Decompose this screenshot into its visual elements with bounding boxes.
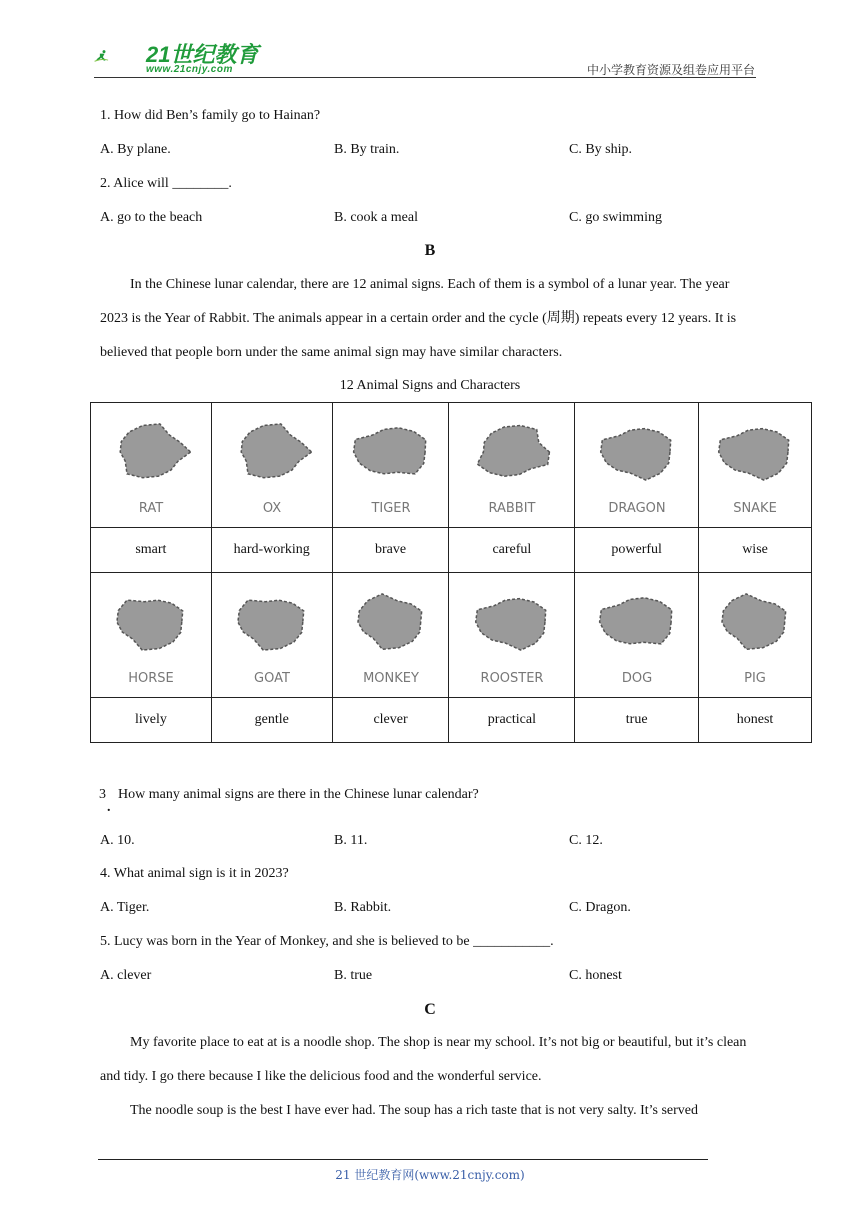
section-c-paragraph-2: The noodle soup is the best I have ever had. The soup has a rich taste that is not very salty. It’s served: [130, 1103, 699, 1118]
question-4: 4. What animal sign is it in 2023?: [100, 866, 289, 881]
pig-icon: [705, 580, 805, 690]
animal-image-cell: [211, 573, 332, 698]
q4-option-c: C. Dragon.: [569, 900, 631, 915]
snake-icon: [705, 410, 805, 520]
logo-text: 21世纪教育: [146, 42, 259, 67]
monkey-icon: [341, 580, 441, 690]
animal-label: DRAGON: [608, 501, 666, 516]
logo-runner-icon: [94, 34, 144, 78]
animal-label: OX: [262, 501, 281, 516]
platform-title: 中小学教育资源及组卷应用平台: [586, 63, 755, 77]
animal-image-cell: [449, 573, 575, 698]
question-5: 5. Lucy was born in the Year of Monkey, and she is believed to be ___________.: [100, 934, 554, 949]
trait-cell: honest: [699, 698, 812, 743]
rooster-icon: [462, 580, 562, 690]
trait-cell: practical: [449, 698, 575, 743]
trait-cell: wise: [699, 528, 812, 573]
section-c-label: C: [424, 1001, 436, 1018]
rabbit-icon: [462, 410, 562, 520]
tiger-icon: [341, 410, 441, 520]
trait-cell: true: [575, 698, 699, 743]
animal-image-cell: [91, 573, 212, 698]
question-3-number: 3: [99, 787, 106, 802]
trait-cell: powerful: [575, 528, 699, 573]
section-c-passage: [100, 1026, 760, 1128]
animal-image-cell: [575, 403, 699, 528]
animal-image-cell: [575, 573, 699, 698]
dog-icon: [587, 580, 687, 690]
trait-cell: brave: [332, 528, 449, 573]
q1-option-a: A. By plane.: [100, 142, 171, 157]
animal-label: HORSE: [128, 671, 174, 686]
animal-signs-table: [90, 402, 812, 743]
trait-cell: smart: [91, 528, 212, 573]
q5-option-c: C. honest: [569, 968, 622, 983]
question-3-dot: .: [107, 800, 111, 815]
question-1: 1. How did Ben’s family go to Hainan?: [100, 108, 321, 123]
question-2: 2. Alice will ________.: [100, 176, 232, 191]
section-b-paragraph: In the Chinese lunar calendar, there are 12 animal signs. Each of them is a symbol of a lunar year. The year 2023 is the Year of Rabbit. The animals appear in a certain order and the cycle (周期) repeats every 12 years. It is believed that people born under the same animal sign may have similar characters.: [100, 277, 737, 360]
animal-label: ROOSTER: [480, 671, 544, 686]
q2-option-b: B. cook a meal: [334, 210, 418, 225]
question-3: How many animal signs are there in the Chinese lunar calendar?: [118, 787, 479, 802]
trait-cell: gentle: [211, 698, 332, 743]
animal-label: TIGER: [370, 501, 411, 516]
rat-icon: [101, 410, 201, 520]
animal-image-cell: [91, 403, 212, 528]
q4-option-a: A. Tiger.: [100, 900, 150, 915]
animal-label: PIG: [744, 671, 766, 686]
q2-option-a: A. go to the beach: [100, 210, 203, 225]
ox-icon: [222, 410, 322, 520]
trait-cell: hard-working: [211, 528, 332, 573]
header-divider: [94, 77, 756, 78]
animal-label: RABBIT: [488, 501, 536, 516]
animal-label: GOAT: [253, 671, 290, 686]
trait-cell: lively: [91, 698, 212, 743]
q3-option-b: B. 11.: [334, 833, 368, 848]
q1-option-c: C. By ship.: [569, 142, 633, 157]
section-b-label: B: [424, 242, 436, 259]
trait-cell: careful: [449, 528, 575, 573]
footer-divider: [98, 1159, 708, 1160]
table-caption: 12 Animal Signs and Characters: [339, 378, 521, 393]
animal-image-cell: [211, 403, 332, 528]
animal-image-cell: [699, 573, 812, 698]
q3-option-c: C. 12.: [569, 833, 603, 848]
section-b-passage: [100, 268, 760, 370]
section-c-paragraph-1: My favorite place to eat at is a noodle shop. The shop is near my school. It’s not big or beautiful, but it’s clean and tidy. I go there because I like the delicious food and the wonderful service.: [100, 1035, 747, 1084]
animal-image-cell: [332, 573, 449, 698]
q1-option-b: B. By train.: [334, 142, 400, 157]
animal-label: MONKEY: [362, 671, 419, 686]
dragon-icon: [587, 410, 687, 520]
animal-image-cell: [699, 403, 812, 528]
animal-label: RAT: [138, 501, 164, 516]
q2-option-c: C. go swimming: [569, 210, 662, 225]
trait-cell: clever: [332, 698, 449, 743]
animal-label: DOG: [621, 671, 652, 686]
q5-option-b: B. true: [334, 968, 373, 983]
footer-text: 21 世纪教育网(www.21cnjy.com): [335, 1168, 525, 1182]
animal-label: SNAKE: [733, 501, 777, 516]
q4-option-b: B. Rabbit.: [334, 900, 392, 915]
q3-option-a: A. 10.: [100, 833, 135, 848]
logo-url: www.21cnjy.com: [146, 64, 233, 75]
animal-image-cell: [449, 403, 575, 528]
animal-image-cell: [332, 403, 449, 528]
q5-option-a: A. clever: [100, 968, 152, 983]
goat-icon: [222, 580, 322, 690]
horse-icon: [101, 580, 201, 690]
